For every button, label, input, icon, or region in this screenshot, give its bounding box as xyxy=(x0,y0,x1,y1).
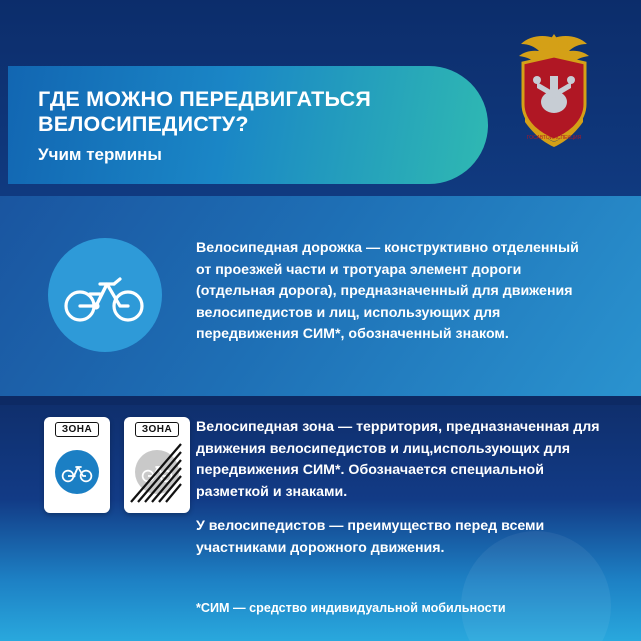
mvd-russia-emblem xyxy=(511,30,597,150)
header-band xyxy=(0,0,641,196)
road-sign-group xyxy=(44,417,190,513)
bicycle-priority-paragraph: У велосипедистов — преимущество перед всеми участниками дорожного движения. xyxy=(196,518,545,556)
sign-zone-label: ЗОНА xyxy=(55,422,99,437)
sign-pictogram xyxy=(129,442,185,507)
bicycle-sign-icon xyxy=(55,450,99,494)
page-title: ГДЕ МОЖНО ПЕРЕДВИГАТЬСЯ ВЕЛОСИПЕДИСТУ? xyxy=(38,86,371,136)
emblem-caption: ГОСАВТОИНСПЕКЦИЯ xyxy=(526,135,582,141)
section-divider xyxy=(0,396,641,405)
sign-zone-label: ЗОНА xyxy=(135,422,179,437)
title-card xyxy=(8,66,488,184)
page-subtitle: Учим термины xyxy=(38,145,162,165)
sign-bicycle-zone-end xyxy=(124,417,190,513)
bicycle-icon xyxy=(48,238,162,352)
bicycle-path-definition: Велосипедная дорожка — конструктивно отделенный от проезжей части и тротуара элемент дороги (отдельная дорога), предназначенный для движения велосипедистов и лиц, использующих для передвижения СИМ*, обозначенный знаком. xyxy=(196,240,579,343)
sign-bicycle-zone-start xyxy=(44,417,110,513)
bicycle-zone-definition xyxy=(196,417,606,559)
footnote: *СИМ — средство индивидуальной мобильности xyxy=(196,601,506,615)
section-bicycle-zone xyxy=(0,405,641,641)
section-bicycle-path xyxy=(0,196,641,396)
bicycle-zone-paragraph: Велосипедная зона — территория, предназначенная для движения велосипедистов и лиц,использующих для передвижения СИМ*. Обозначается специальной разметкой и знаками. xyxy=(196,419,600,500)
sign-pictogram xyxy=(49,442,105,507)
cancel-strike-icon xyxy=(127,440,187,510)
